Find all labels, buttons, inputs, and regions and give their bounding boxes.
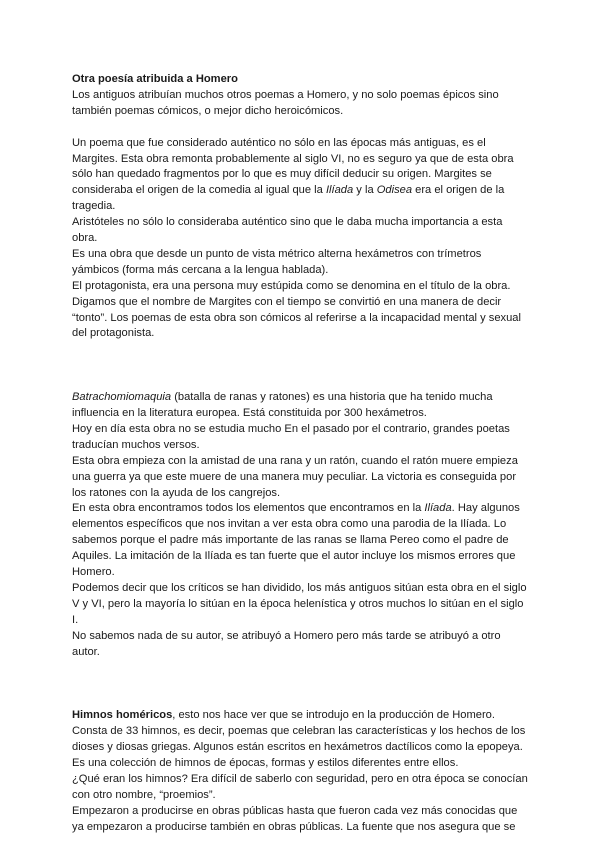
paragraph-line: Es una obra que desde un punto de vista métrico alterna hexámetros con trímetros xyxy=(72,247,482,260)
paragraph-line: elementos específicos que nos invitan a ver esta obra como una parodia de la Ilíada. Lo xyxy=(72,518,507,531)
section-gap xyxy=(72,660,532,708)
paragraph-line: del protagonista. xyxy=(72,327,155,340)
paragraph-line: “tonto”. Los poemas de esta obra son cómicos al referirse a la incapacidad mental y sexual xyxy=(72,311,521,324)
paragraph-line: Hoy en día esta obra no se estudia mucho En el pasado por el contrario, grandes poetas xyxy=(72,422,510,435)
paragraph-line: Aristóteles no sólo lo consideraba auténtico sino que le daba mucha importancia a esta xyxy=(72,216,503,229)
paragraph-line: traducían muchos versos. xyxy=(72,438,200,451)
paragraph-line: Margites. Esta obra remonta probablemente al siglo VI, no es seguro ya que de esta obra xyxy=(72,152,514,165)
italic-batrachomiomaquia: Batrachomiomaquia xyxy=(72,391,172,404)
paragraph-line-batrachomiomaquia xyxy=(72,390,532,406)
paragraph-line: No sabemos nada de su autor, se atribuyó a Homero pero más tarde se atribuyó a otro xyxy=(72,629,501,642)
paragraph-line: Homero. xyxy=(72,566,115,579)
paragraph-line-himnos xyxy=(72,708,532,724)
paragraph-line: obra. xyxy=(72,232,98,245)
text-span: era el origen de la xyxy=(412,184,505,197)
bold-himnos-homericos: Himnos homéricos xyxy=(72,709,173,722)
paragraph-line: Consta de 33 himnos, es decir, poemas que celebran las características y los hechos de los xyxy=(72,725,526,738)
text-span: , esto nos hace ver que se introdujo en la producción de Homero. xyxy=(172,709,495,722)
paragraph-line: Es una colección de himnos de épocas, formas y estilos diferentes entre ellos. xyxy=(72,756,459,769)
text-span: consideraba el origen de la comedia al igual que la xyxy=(72,184,326,197)
paragraph-line: dioses y diosas griegas. Algunos están escritos en hexámetros dactílicos como la epopeya. xyxy=(72,740,523,753)
text-span: (batalla de ranas y ratones) es una historia que ha tenido mucha xyxy=(171,391,493,404)
paragraph-line: Aquiles. La imitación de la Ilíada es tan fuerte que el autor incluye los mismos errores que xyxy=(72,550,516,563)
paragraph-line: influencia en la literatura europea. Está constituida por 300 hexámetros. xyxy=(72,406,427,419)
paragraph-line: una guerra ya que este muere de una manera muy peculiar. La victoria es conseguida por xyxy=(72,470,517,483)
paragraph-line: Empezaron a producirse en obras públicas hasta que fueron cada vez más conocidas que xyxy=(72,804,518,817)
text-span: . Hay algunos xyxy=(451,502,520,515)
paragraph-line: autor. xyxy=(72,645,100,658)
paragraph-line: El protagonista, era una persona muy estúpida como se denomina en el título de la obra. xyxy=(72,279,511,292)
document-page xyxy=(72,72,532,835)
paragraph-line: Podemos decir que los críticos se han dividido, los más antiguos sitúan esta obra en el siglo xyxy=(72,581,527,594)
paragraph-line: Esta obra empieza con la amistad de una rana y un ratón, cuando el ratón muere empieza xyxy=(72,454,518,467)
italic-iliada: Ilíada xyxy=(424,502,452,515)
italic-odisea: Odisea xyxy=(376,184,413,197)
paragraph-line: con otro nombre, “proemios”. xyxy=(72,788,216,801)
paragraph-line: sabemos porque el padre más importante de las ranas se llama Pereo como el padre de xyxy=(72,534,509,547)
paragraph-line: tragedia. xyxy=(72,200,116,213)
paragraph-line-iliada-odisea xyxy=(72,183,532,199)
paragraph-line: ya empezaron a producirse también en obras públicas. La fuente que nos asegura que se xyxy=(72,820,516,833)
paragraph-line: Digamos que el nombre de Margites con el tiempo se convirtió en una manera de decir xyxy=(72,295,502,308)
paragraph-line: V y VI, pero la mayoría lo sitúan en la época helenística y otros muchos lo sitúan en el siglo xyxy=(72,597,524,610)
text-span: y la xyxy=(353,184,377,197)
section-gap xyxy=(72,342,532,390)
paragraph-line: también poemas cómicos, o mejor dicho heroicómicos. xyxy=(72,104,344,117)
paragraph-line: ¿Qué eran los himnos? Era difícil de saberlo con seguridad, pero en otra época se conocían xyxy=(72,772,528,785)
paragraph-line: I. xyxy=(72,613,79,626)
text-span: En esta obra encontramos todos los elementos que encontramos en la xyxy=(72,502,425,515)
paragraph-line: yámbicos (forma más cercana a la lengua hablada). xyxy=(72,263,329,276)
paragraph-line: sólo han quedado fragmentos por lo que es muy difícil deducir su origen. Margites se xyxy=(72,168,492,181)
section-title-otra-poesia: Otra poesía atribuida a Homero xyxy=(72,73,238,85)
paragraph-line: Los antiguos atribuían muchos otros poemas a Homero, y no solo poemas épicos sino xyxy=(72,88,499,101)
italic-iliada: Ilíada xyxy=(325,184,354,197)
paragraph-line-iliada xyxy=(72,501,532,517)
paragraph-gap xyxy=(72,120,532,136)
paragraph-line: Un poema que fue considerado auténtico no sólo en las épocas más antiguas, es el xyxy=(72,136,486,149)
paragraph-line: los ratones con la ayuda de los cangrejos. xyxy=(72,486,281,499)
